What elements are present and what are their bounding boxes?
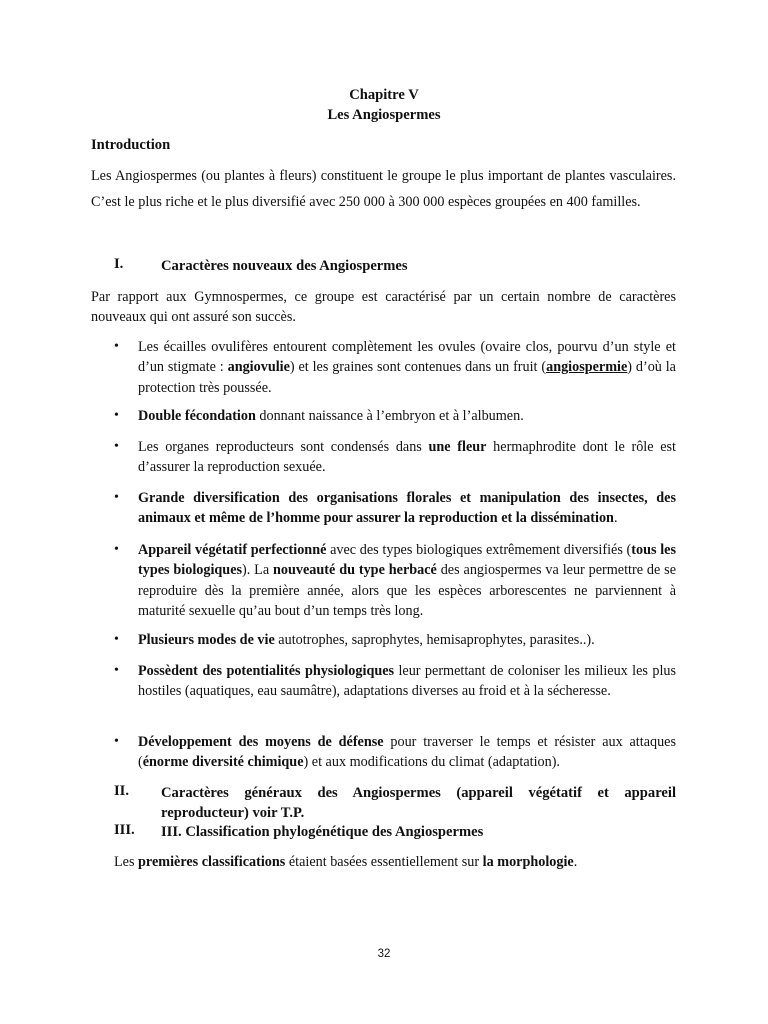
bullet-marker: • (114, 663, 119, 678)
introduction-heading: Introduction (91, 137, 171, 153)
bullet-item-6: Plusieurs modes de vie autotrophes, saprophytes, hemisaprophytes, parasites..). (138, 632, 595, 648)
bullet-marker: • (114, 490, 119, 505)
bullet-marker: • (114, 408, 119, 423)
section-3-number: III. (114, 822, 135, 838)
bullet-marker: • (114, 439, 119, 454)
section-1-intro: Par rapport aux Gymnospermes, ce groupe est caractérisé par un certain nombre de caractères nouveaux qui ont assuré son succès. (91, 289, 676, 325)
section-2-number: II. (114, 783, 130, 799)
keyword-angiospermie: angiospermie (546, 359, 628, 376)
chapter-title: Les Angiospermes (327, 107, 441, 123)
bullet-item-7: Possèdent des potentialités physiologiques leur permettant de coloniser les milieux les plus hostiles (aquatiques, eau saumâtre), adaptations diverses au froid et à la sécheresse. (138, 663, 676, 700)
bullet-marker: • (114, 632, 119, 647)
bullet-item-8: Développement des moyens de défense pour traverser le temps et résister aux attaques (énorme diversité chimique) et aux modifications du climat (adaptation). (138, 734, 676, 771)
bullet-marker: • (114, 734, 119, 749)
page-number: 32 (377, 948, 391, 960)
chapter-number: Chapitre V (349, 87, 419, 103)
section-2-title: Caractères généraux des Angiospermes (appareil végétatif et appareil reproducteur) voir T.P. (161, 785, 676, 821)
bullet-item-3: Les organes reproducteurs sont condensés dans une fleur hermaphrodite dont le rôle est d’assurer la reproduction sexuée. (138, 439, 676, 476)
keyword-angiovulie: angiovulie (227, 359, 290, 376)
introduction-paragraph: Les Angiospermes (ou plantes à fleurs) constituent le groupe le plus important de plantes vasculaires. C’est le plus riche et le plus diversifié avec 250 000 à 300 000 espèces groupées en 400 familles. (91, 168, 676, 210)
bullet-marker: • (114, 339, 119, 354)
bullet-item-5: Appareil végétatif perfectionné avec des types biologiques extrêmement diversifiés (tous les types biologiques). La nouveauté du type herbacé des angiospermes va leur permettre de se reproduire dès la première année, alors que les espèces arborescentes ne parviennent à maturité sexuelle qu’au bout d’un temps très long. (138, 542, 676, 619)
bullet-item-1: Les écailles ovulifères entourent complètement les ovules (ovaire clos, pourvu d’un style et d’un stigmate : angiovulie) et les graines sont contenues dans un fruit (angiospermie) d’où la protection très poussée. (138, 339, 676, 396)
bullet-item-4: Grande diversification des organisations florales et manipulation des insectes, des animaux et même de l’homme pour assurer la reproduction et la dissémination. (138, 490, 676, 527)
bullet-item-2: Double fécondation donnant naissance à l’embryon et à l’albumen. (138, 408, 524, 424)
section-3-title: III. Classification phylogénétique des Angiospermes (161, 824, 484, 840)
section-3-paragraph: Les premières classifications étaient basées essentiellement sur la morphologie. (114, 854, 578, 870)
bullet-marker: • (114, 542, 119, 557)
section-1-title: Caractères nouveaux des Angiospermes (161, 258, 408, 274)
section-1-number: I. (114, 256, 124, 272)
